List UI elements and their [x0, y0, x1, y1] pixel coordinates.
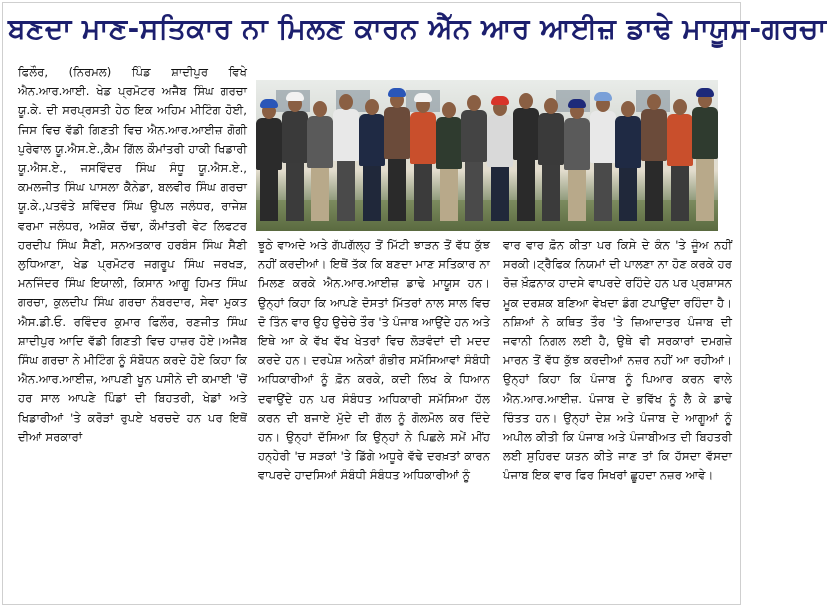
article-text-col2: ਝੂਠੇ ਵਾਅਦੇ ਅਤੇ ਗੱਪਗੱਲ੍ਹ ਤੋਂ ਮਿੱਟੀ ਝਾੜਨ ਤੋਂ ਵੱਧ ਕੁੱਝ ਨਹੀਂ ਕਰਦੀਆਂ। ਇਥੋਂ ਤੱਕ ਕਿ ਬਣਦਾ ਮਾਣ ਸਤਿਕਾਰ ਨਾ ਮਿਲਣ ਕਰਕੇ ਐਨ.ਆਰ.ਆਈਜ਼ ਡਾਢੇ ਮਾਯੂਸ ਹਨ।ਉਨ੍ਹਾਂ ਕਿਹਾ ਕਿ ਆਪਣੇ ਦੋਸਤਾਂ ਮਿੱਤਰਾਂ ਨਾਲ ਸਾਲ ਵਿਚ ਦੋ ਤਿੰਨ ਵਾਰ ਉਹ ਉਚੇਚੇ ਤੌਰ 'ਤੇ ਪੰਜਾਬ ਆਉਂਦੇ ਹਨ ਅਤੇ ਇਥੇ ਆ ਕੇ ਵੱਖ ਵੱਖ ਖੇਤਰਾਂ ਵਿਚ ਲੋੜਵੰਦਾਂ ਦੀ ਮਦਦ ਕਰਦੇ ਹਨ। ਦਰਪੇਸ਼ ਅਨੇਕਾਂ ਗੰਭੀਰ ਸਮੱਸਿਆਵਾਂ ਸੰਬੰਧੀ ਅਧਿਕਾਰੀਆਂ ਨੂੰ ਫ਼ੋਨ ਕਰਕੇ, ਕਦੀ ਲਿਖ ਕੇ ਧਿਆਨ ਦਵਾਉਂਦੇ ਹਨ ਪਰ ਸੰਬੰਧਤ ਅਧਿਕਾਰੀ ਸਮੱਸਿਆ ਹੱਲ ਕਰਨ ਦੀ ਬਜਾਏ ਮੁੱਦੇ ਦੀ ਗੱਲ ਨੂੰ ਗੋਲਮੋਲ ਕਰ ਦਿੰਦੇ ਹਨ। ਉਨ੍ਹਾਂ ਦੱਸਿਆ ਕਿ ਉਨ੍ਹਾਂ ਨੇ ਪਿਛਲੇ ਸਮੇਂ ਮੀਂਹ ਹਨ੍ਹੇਰੀ 'ਚ ਸੜਕਾਂ 'ਤੇ ਡਿੱਗੇ ਅਧੂਰੇ ਵੱਢੇ ਦਰਖ਼ਤਾਂ ਕਾਰਨ ਵਾਪਰਦੇ ਹਾਦਸਿਆਂ ਸੰਬੰਧੀ ਸੰਬੰਧਤ ਅਧਿਕਾਰੀਆਂ ਨੂੰ — [258, 238, 490, 483]
turban — [491, 96, 509, 105]
article-column-2 — [258, 236, 490, 598]
photo-person — [640, 94, 668, 221]
photo-person — [486, 100, 514, 221]
photo-person — [383, 92, 411, 221]
article-column-1 — [18, 63, 247, 598]
group-photo — [256, 80, 718, 231]
photo-person — [666, 99, 694, 221]
turban — [414, 93, 432, 102]
photo-person — [332, 94, 360, 221]
turban — [260, 99, 278, 108]
photo-person — [306, 101, 334, 221]
turban — [696, 88, 714, 97]
photo-person — [691, 92, 719, 221]
article-text-col1: ਫਿਲੌਰ, (ਨਿਰਮਲ) ਪਿੰਡ ਸ਼ਾਦੀਪੁਰ ਵਿਖੇ ਐਨ.ਆਰ.ਆਈ. ਖੇਡ ਪ੍ਰਮੋਟਰ ਅਜੈਬ ਸਿੰਘ ਗਰਚਾ ਯੂ.ਕੇ. ਦੀ ਸਰਪ੍ਰਸਤੀ ਹੇਠ ਇਕ ਅਹਿਮ ਮੀਟਿੰਗ ਹੋਈ, ਜਿਸ ਵਿਚ ਵੱਡੀ ਗਿਣਤੀ ਵਿਚ ਐਨ.ਆਰ.ਆਈਜ਼ ਗੋਗੀ ਪੁਰੇਵਾਲ ਯੂ.ਐਸ.ਏ.,ਕੈਮ ਗਿੱਲ ਕੌਮਾਂਤਰੀ ਹਾਕੀ ਖਿਡਾਰੀ ਯੂ.ਐਸ.ਏ., ਜਸਵਿੰਦਰ ਸਿੰਘ ਸੰਧੂ ਯੂ.ਐਸ.ਏ., ਕਮਲਜੀਤ ਸਿੰਘ ਪਾਸਲਾ ਕੈਨੇਡਾ, ਬਲਵੀਰ ਸਿੰਘ ਗਰਚਾ ਯੂ.ਕੇ.,ਪਤਵੰਤੇ ਸ਼ਵਿੰਦਰ ਸਿੰਘ ਉਪਲ ਜਲੰਧਰ, ਰਾਜੇਸ਼ ਵਰਮਾ ਜਲੰਧਰ, ਅਸ਼ੋਕ ਚੱਢਾ, ਕੌਮਾਂਤਰੀ ਵੇਟ ਲਿਫਟਰ ਹਰਦੀਪ ਸਿੰਘ ਸੈਣੀ, ਸਨਅਤਕਾਰ ਹਰਬੰਸ ਸਿੰਘ ਸੈਣੀ ਲੁਧਿਆਣਾ, ਖੇਡ ਪ੍ਰਮੋਟਰ ਜਗਰੂਪ ਸਿੰਘ ਜਰਖੜ, ਮਨਜਿੰਦਰ ਸਿੰਘ ਇਯਾਲੀ, ਕਿਸਾਨ ਆਗੂ ਹਿਮਤ ਸਿੰਘ ਗਰਚਾ, ਕੁਲਦੀਪ ਸਿੰਘ ਗਰਚਾ ਨੰਬਰਦਾਰ, ਸੇਵਾ ਮੁਕਤ ਐਸ.ਡੀ.ਓ. ਰਵਿੰਦਰ ਕੁਮਾਰ ਫਿਲੌਰ, ਰਣਜੀਤ ਸਿੰਘ ਸ਼ਾਦੀਪੁਰ ਆਦਿ ਵੱਡੀ ਗਿਣਤੀ ਵਿਚ ਹਾਜ਼ਰ ਹੋਏ।ਅਜੈਬ ਸਿੰਘ ਗਰਚਾ ਨੇ ਮੀਟਿੰਗ ਨੂੰ ਸੰਬੋਧਨ ਕਰਦੇ ਹੋਏ ਕਿਹਾ ਕਿ ਐਨ.ਆਰ.ਆਈਜ਼, ਆਪਣੀ ਖੂਨ ਪਸੀਨੇ ਦੀ ਕਮਾਈ 'ਚੋਂ ਹਰ ਸਾਲ ਆਪਣੇ ਪਿੰਡਾਂ ਦੀ ਬਿਹਤਰੀ, ਖੇਡਾਂ ਅਤੇ ਖਿਡਾਰੀਆਂ 'ਤੇ ਕਰੋੜਾਂ ਰੁਪਏ ਖਰਚਦੇ ਹਨ ਪਰ ਇਥੋਂ ਦੀਆਂ ਸਰਕਾਰਾਂ — [18, 65, 247, 444]
photo-person — [281, 96, 309, 221]
photo-person — [537, 98, 565, 221]
turban — [594, 92, 612, 101]
photo-person — [460, 95, 488, 221]
photo-person — [589, 96, 617, 221]
headline: ਬਣਦਾ ਮਾਣ-ਸਤਿਕਾਰ ਨਾ ਮਿਲਣ ਕਾਰਨ ਐੱਨ ਆਰ ਆਈਜ਼ ਡਾਢੇ ਮਾਯੂਸ-ਗਰਚਾ — [8, 12, 827, 45]
photo-person — [614, 101, 642, 221]
article-text-col3: ਵਾਰ ਵਾਰ ਫ਼ੋਨ ਕੀਤਾ ਪਰ ਕਿਸੇ ਦੇ ਕੰਨ 'ਤੇ ਜੂੰਅ ਨਹੀਂ ਸਰਕੀ।ਟ੍ਰੈਫਿਕ ਨਿਯਮਾਂ ਦੀ ਪਾਲਣਾ ਨਾ ਹੋਣ ਕਰਕੇ ਹਰ ਰੋਜ਼ ਖ਼ੌਫ਼ਨਾਕ ਹਾਦਸੇ ਵਾਪਰਦੇ ਰਹਿੰਦੇ ਹਨ ਪਰ ਪ੍ਰਸ਼ਾਸਨ ਮੂਕ ਦਰਸ਼ਕ ਬਣਿਆ ਵੇਖਦਾ ਡੰਗ ਟਪਾਉਂਦਾ ਰਹਿੰਦਾ ਹੈ। ਨਸ਼ਿਆਂ ਨੇ ਕਥਿਤ ਤੌਰ 'ਤੇ ਜ਼ਿਆਦਾਤਰ ਪੰਜਾਬ ਦੀ ਜਵਾਨੀ ਨਿਗਲ ਲਈ ਹੈ, ਉਥੇ ਵੀ ਸਰਕਾਰਾਂ ਦਮਗਜ਼ੇ ਮਾਰਨ ਤੋਂ ਵੱਧ ਕੁੱਝ ਕਰਦੀਆਂ ਨਜ਼ਰ ਨਹੀਂ ਆ ਰਹੀਆਂ। ਉਨ੍ਹਾਂ ਕਿਹਾ ਕਿ ਪੰਜਾਬ ਨੂੰ ਪਿਆਰ ਕਰਨ ਵਾਲੇ ਐਨ.ਆਰ.ਆਈਜ਼. ਪੰਜਾਬ ਦੇ ਭਵਿੱਖ ਨੂੰ ਲੈ ਕੇ ਡਾਢੇ ਚਿੰਤਤ ਹਨ। ਉਨ੍ਹਾਂ ਦੇਸ਼ ਅਤੇ ਪੰਜਾਬ ਦੇ ਆਗੂਆਂ ਨੂੰ ਅਪੀਲ ਕੀਤੀ ਕਿ ਪੰਜਾਬ ਅਤੇ ਪੰਜਾਬੀਅਤ ਦੀ ਬਿਹਤਰੀ ਲਈ ਸੁਹਿਰਦ ਯਤਨ ਕੀਤੇ ਜਾਣ ਤਾਂ ਕਿ ਹੱਸਦਾ ਵੱਸਦਾ ਪੰਜਾਬ ਇਕ ਵਾਰ ਫਿਰ ਸਿਖਰਾਂ ਛੂਹਦਾ ਨਜ਼ਰ ਆਵੇ। — [503, 238, 732, 483]
turban — [388, 88, 406, 97]
turban — [568, 99, 586, 108]
photo-person — [512, 93, 540, 221]
photo-person — [358, 99, 386, 221]
photo-person — [435, 102, 463, 221]
turban — [286, 92, 304, 101]
photo-person — [409, 97, 437, 221]
photo-person — [255, 103, 283, 221]
photo-person — [563, 103, 591, 221]
article-column-3 — [503, 236, 732, 598]
